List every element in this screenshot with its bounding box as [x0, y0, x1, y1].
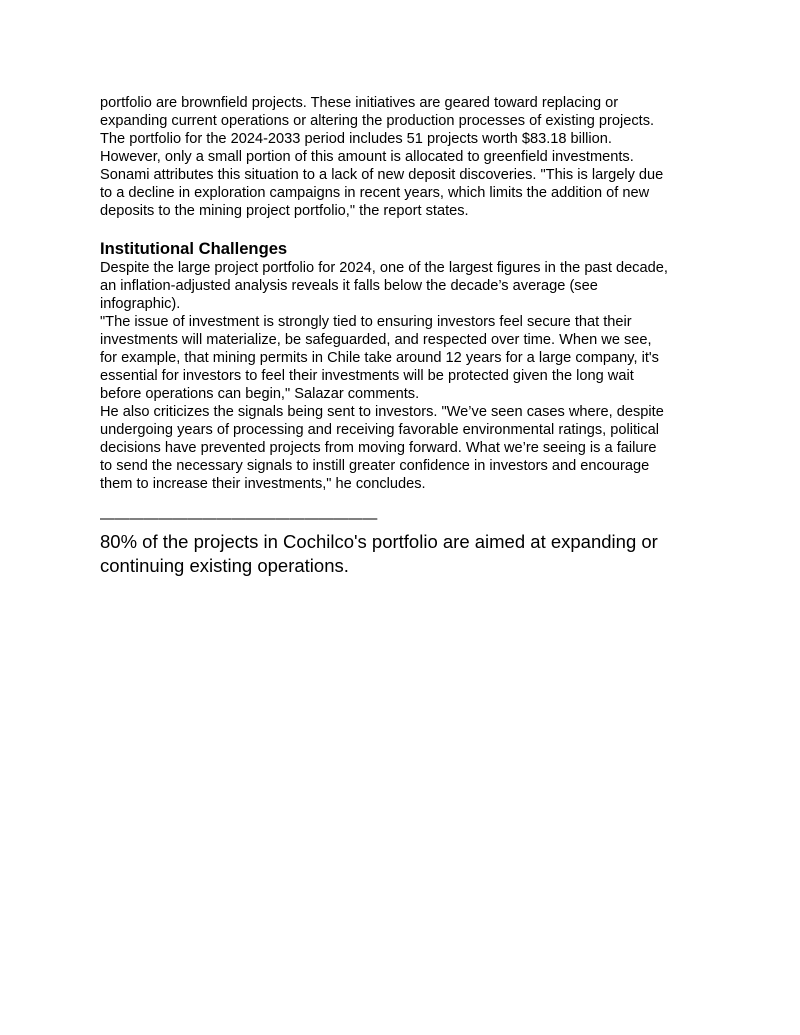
dash-separator: ———————————————————	[100, 511, 378, 527]
body-paragraph-1: Despite the large project portfolio for 2024, one of the largest figures in the past decade, an inflation-adjusted analysis reveals it falls below the decade’s average (see infographic).	[100, 260, 668, 312]
intro-paragraph: portfolio are brownfield projects. These initiatives are geared toward replacing or expanding current operations or altering the production processes of existing projects. The portfolio for the 2024-2033 period includes 51 projects worth $83.18 billion. However, only a small portion of this amount is allocated to greenfield investments. Sonami attributes this situation to a lack of new deposit discoveries. "This is largely due to a decline in exploration campaigns in recent years, which limits the addition of new deposits to the mining project portfolio," the report states.	[100, 95, 664, 219]
body-paragraph-2: "The issue of investment is strongly tied to ensuring investors feel secure that their investments will materialize, be safeguarded, and respected over time. When we see, for example, that mining permits in Chile take around 12 years for a large company, it's essential for investors to feel their investments will be protected given the long wait before operations can begin," Salazar comments.	[100, 314, 659, 402]
body-paragraph-3: He also criticizes the signals being sent to investors. "We’ve seen cases where, despite undergoing years of processing and receiving favorable environmental ratings, political decisions have prevented projects from moving forward. What we’re seeing is a failure to send the necessary signals to instill greater confidence in investors and encourage them to increase their investments," he concludes.	[100, 404, 664, 492]
document-page	[100, 94, 710, 578]
pull-quote-callout: 80% of the projects in Cochilco's portfolio are aimed at expanding or continuing existing operations.	[100, 531, 658, 576]
section-heading: Institutional Challenges	[100, 239, 288, 258]
